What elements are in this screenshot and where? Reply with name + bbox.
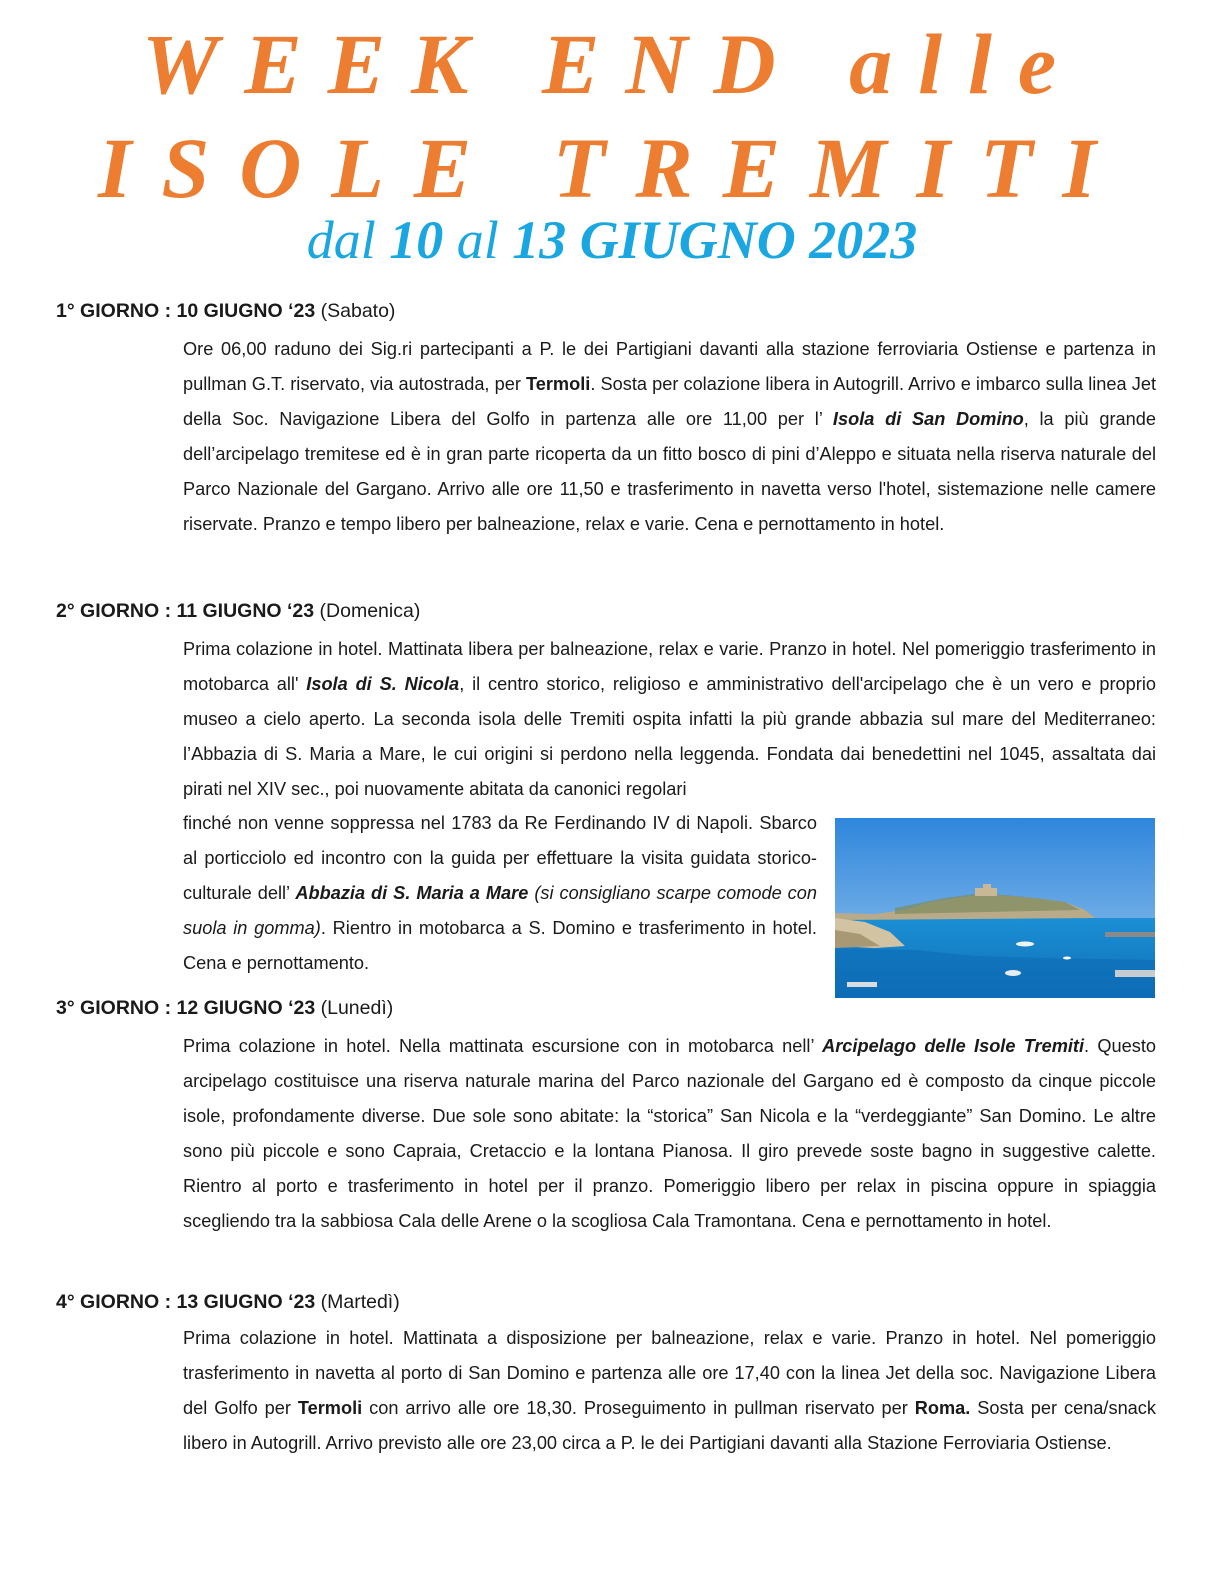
day-1-header — [56, 298, 395, 324]
destination-termoli: Termoli — [525, 374, 591, 394]
abbazia-name: Abbazia di S. Maria a Mare — [295, 883, 529, 903]
day-1-text: Ore 06,00 raduno dei Sig.ri partecipanti a P. le dei Partigiani davanti alla stazione ferroviaria Ostiense e partenza in pullman G.T. riservato, via autostrada, per Termoli. Sosta per colazione libera in Autogrill. Arrivo e imbarco sulla linea Jet della Soc. Navigazione Libera del Golfo in partenza alle ore 11,00 per l’ Isola di San Domino, la più grande dell’arcipelago tremitese ed è in gran parte ricoperta da un fitto bosco di pini d’Aleppo e situata nella riserva naturale del Parco Nazionale del Gargano. Arrivo alle ore 11,50 e trasferimento in navetta verso l'hotel, sistemazione nelle camere riservate. Pranzo e tempo libero per balneazione, relax e varie. Cena e pernottamento in hotel. — [183, 339, 1157, 534]
day-2-weekday: (Domenica) — [319, 600, 421, 622]
day-2-header — [56, 598, 420, 624]
day-2-title: 2° GIORNO : 11 GIUGNO ‘23 — [56, 600, 315, 622]
destination-roma: Roma. — [914, 1398, 971, 1418]
dates-start: 10 — [389, 210, 444, 270]
shoe-advice: (si consigliano scarpe comode con suola in gomma) — [183, 883, 817, 938]
day-4-weekday: (Martedì) — [320, 1291, 400, 1313]
day-3-header — [56, 995, 393, 1021]
destination-termoli-return: Termoli — [297, 1398, 363, 1418]
day-4-text: Prima colazione in hotel. Mattinata a disposizione per balneazione, relax e varie. Pranzo in hotel. Nel pomeriggio trasferimento in navetta al porto di San Domino e partenza alle ore 17,40 con la linea Jet della soc. Navigazione Libera del Golfo per Termoli con arrivo alle ore 18,30. Proseguimento in pullman riservato per Roma. Sosta per cena/snack libero in Autogrill. Arrivo previsto alle ore 23,00 circa a P. le dei Partigiani davanti alla Stazione Ferroviaria Ostiense. — [183, 1328, 1156, 1453]
title-line-2: ISOLE TREMITI — [98, 120, 1126, 216]
day-1-weekday: (Sabato) — [320, 300, 396, 322]
dates-end: 13 GIUGNO 2023 — [512, 210, 918, 270]
day-3-weekday: (Lunedì) — [320, 997, 394, 1019]
day-2-text-continued: finché non venne soppressa nel 1783 da Re Ferdinando IV di Napoli. Sbarco al porticciolo ed incontro con la guida per effettuare la visita guidata storico-culturale dell’ Abbazia di S. Maria a Mare (si consigliano scarpe comode con suola in gomma). Rientro in motobarca a S. Domino e trasferimento in hotel. Cena e pernottamento. — [183, 813, 817, 973]
day-4-header — [56, 1289, 400, 1315]
day-4-title: 4° GIORNO : 13 GIUGNO ‘23 — [56, 1291, 316, 1313]
day-2-text: Prima colazione in hotel. Mattinata libera per balneazione, relax e varie. Pranzo in hotel. Nel pomeriggio trasferimento in motobarca all' Isola di S. Nicola, il centro storico, religioso e amministrativo dell'arcipelago che è un vero e proprio museo a cielo aperto. La seconda isola delle Tremiti ospita infatti la più grande abbazia sul mare del Mediterraneo: l’Abbazia di S. Maria a Mare, le cui origini si perdono nella leggenda. Fondata dai benedettini nel 1045, assaltata dai pirati nel XIV sec., poi nuovamente abitata da canonici regolari — [183, 639, 1156, 799]
day-1-title: 1° GIORNO : 10 GIUGNO ‘23 — [56, 300, 316, 322]
dates-al: al — [456, 210, 499, 270]
title-line-1: WEEK END alle — [141, 16, 1083, 112]
tremiti-islands-photo — [835, 818, 1155, 998]
destination-arcipelago: Arcipelago delle Isole Tremiti — [822, 1036, 1085, 1056]
title-dates — [0, 208, 1224, 272]
day-3-text: Prima colazione in hotel. Nella mattinata escursione con in motobarca nell’ Arcipelago delle Isole Tremiti. Questo arcipelago costituisce una riserva naturale marina del Parco nazionale del Gargano ed è composto da cinque piccole isole, profondamente diverse. Due sole sono abitate: la “storica” San Nicola e la “verdeggiante” San Domino. Le altre sono più piccole e sono Capraia, Cretaccio e la lontana Pianosa. Il giro prevede soste bagno in suggestive calette. Rientro al porto e trasferimento in hotel per il pranzo. Pomeriggio libero per relax in piscina oppure in spiaggia scegliendo tra la sabbiosa Cala delle Arene o la scogliosa Cala Tramontana. Cena e pernottamento in hotel. — [183, 1036, 1156, 1231]
dates-dal: dal — [306, 210, 376, 270]
day-3-title: 3° GIORNO : 12 GIUGNO ‘23 — [56, 997, 316, 1019]
destination-san-domino: Isola di San Domino — [832, 409, 1024, 429]
destination-san-nicola: Isola di S. Nicola — [306, 674, 460, 694]
